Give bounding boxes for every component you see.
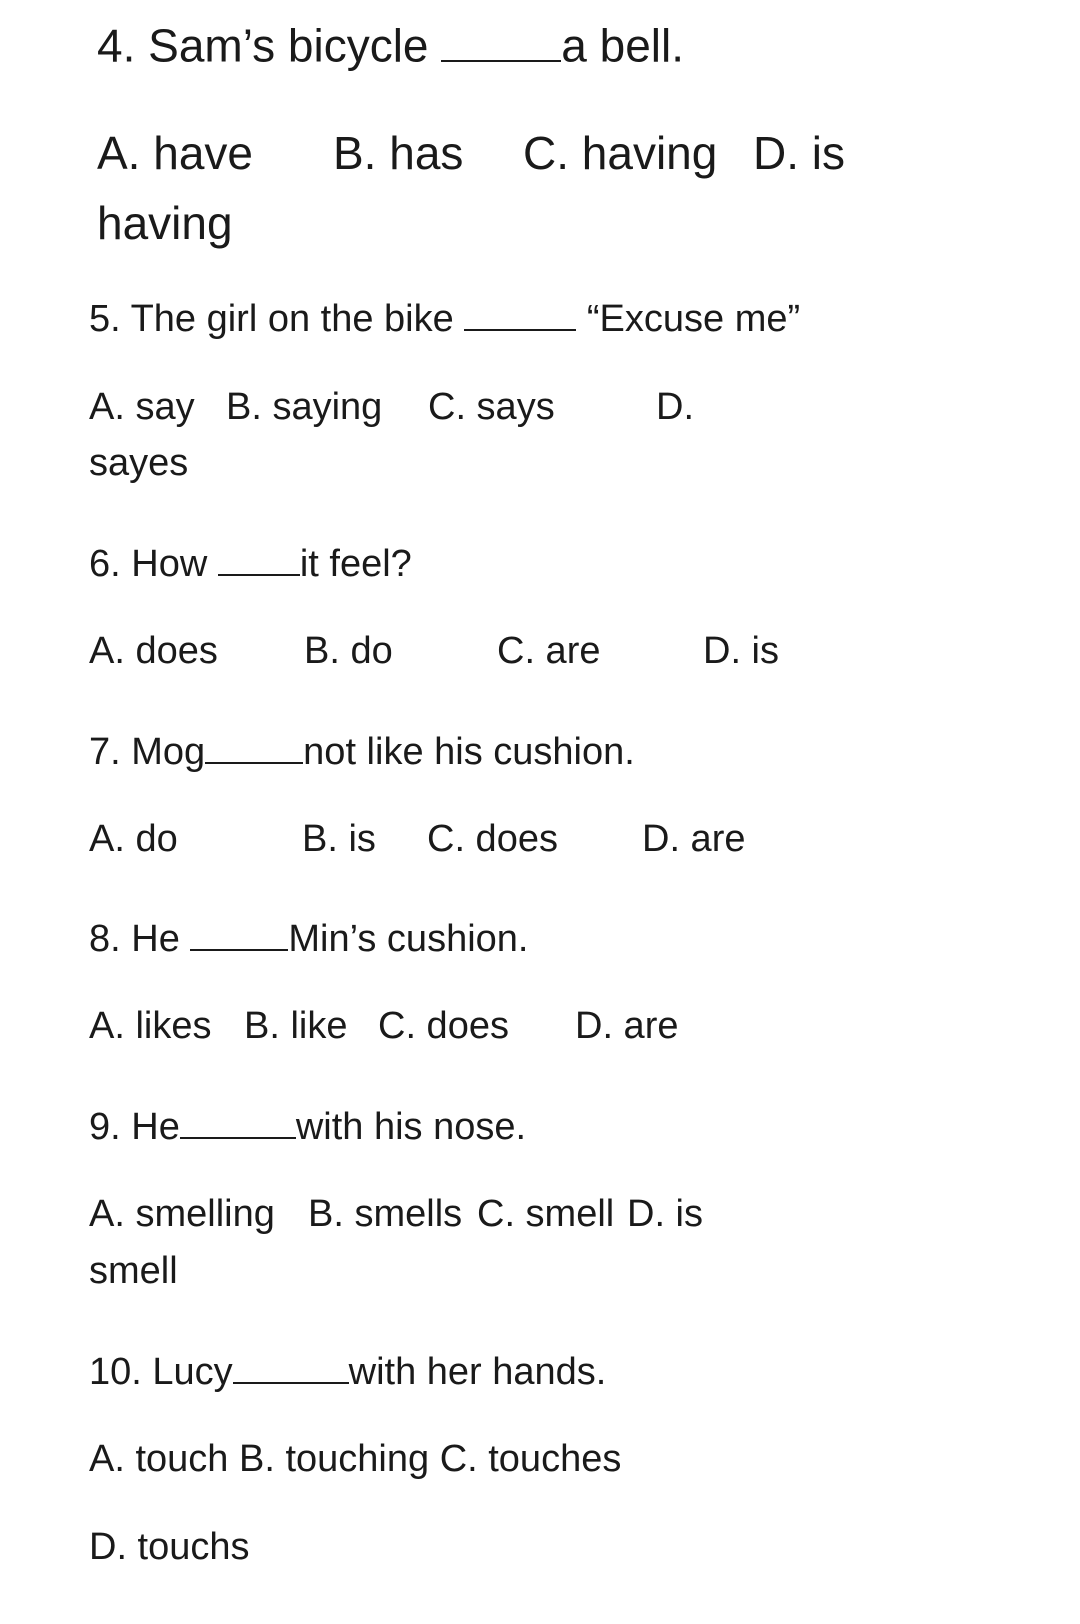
question-10-option-b: B. touching: [238, 1438, 430, 1480]
question-7-option-b: B. is: [302, 818, 376, 860]
question-10-option-a: A. touch: [89, 1438, 229, 1480]
question-4-option-c: C. having: [523, 127, 718, 179]
question-8-option-a: A. likes: [89, 1005, 212, 1047]
question-8-stem-start: 8. He: [89, 918, 191, 961]
question-9-option-a: A. smelling: [89, 1193, 275, 1235]
question-8-stem: [89, 913, 529, 961]
question-10-option-c: C. touches: [439, 1438, 622, 1480]
question-5-option-a: A. say: [89, 386, 195, 428]
question-6-option-b: B. do: [304, 630, 393, 672]
question-6-stem: [89, 538, 412, 586]
question-9-option-d-continuation: smell: [89, 1250, 178, 1292]
question-7-option-c: C. does: [427, 818, 558, 860]
question-9-option-b: B. smells: [308, 1193, 463, 1235]
question-4-stem: [97, 16, 685, 72]
question-5-option-d-continuation: sayes: [89, 442, 189, 484]
question-5-option-d: D.: [656, 386, 694, 428]
question-8-option-c: C. does: [378, 1005, 509, 1047]
question-9-stem: [89, 1101, 527, 1149]
question-4-option-a: A. have: [97, 127, 253, 179]
question-6-option-d: D. is: [703, 630, 779, 672]
question-10-stem: [89, 1346, 607, 1394]
question-5-option-c: C. says: [428, 386, 555, 428]
question-4-stem-start: 4. Sam’s bicycle: [97, 19, 442, 72]
answer-blank: [218, 538, 300, 576]
question-5-stem-start: 5. The girl on the bike: [89, 298, 465, 341]
question-5-stem-end: “Excuse me”: [576, 298, 801, 341]
question-9-option-c: C. smell: [477, 1193, 615, 1235]
question-6-stem-start: 6. How: [89, 543, 218, 586]
answer-blank: [190, 913, 288, 951]
question-7-option-d: D. are: [642, 818, 746, 860]
answer-blank: [233, 1346, 349, 1384]
question-10-option-d: D. touchs: [89, 1526, 250, 1568]
question-7-option-a: A. do: [89, 818, 178, 860]
question-10-stem-end: with her hands.: [348, 1351, 607, 1394]
question-8-option-d: D. are: [575, 1005, 679, 1047]
question-6-option-c: C. are: [497, 630, 601, 672]
question-7-stem: [89, 726, 635, 774]
answer-blank: [441, 16, 561, 62]
question-8-stem-end: Min’s cushion.: [288, 918, 529, 961]
question-10-options-line: [89, 1440, 621, 1478]
question-7-stem-end: not like his cushion.: [303, 731, 635, 774]
question-6-option-a: A. does: [89, 630, 218, 672]
answer-blank: [180, 1101, 296, 1139]
question-10-stem-start: 10. Lucy: [89, 1351, 233, 1394]
question-4-option-b: B. has: [333, 127, 464, 179]
question-9-stem-start: 9. He: [89, 1106, 180, 1149]
question-7-stem-start: 7. Mog: [89, 731, 206, 774]
question-4-option-d-continuation: having: [97, 197, 233, 249]
question-9-stem-end: with his nose.: [295, 1106, 527, 1149]
answer-blank: [464, 293, 576, 331]
question-9-option-d: D. is: [627, 1193, 703, 1235]
question-4-stem-end: a bell.: [561, 19, 685, 72]
question-8-option-b: B. like: [244, 1005, 348, 1047]
question-6-stem-end: it feel?: [299, 543, 412, 586]
question-5-stem: [89, 293, 801, 341]
answer-blank: [205, 726, 303, 764]
question-4-option-d: D. is: [753, 127, 845, 179]
question-5-option-b: B. saying: [226, 386, 383, 428]
